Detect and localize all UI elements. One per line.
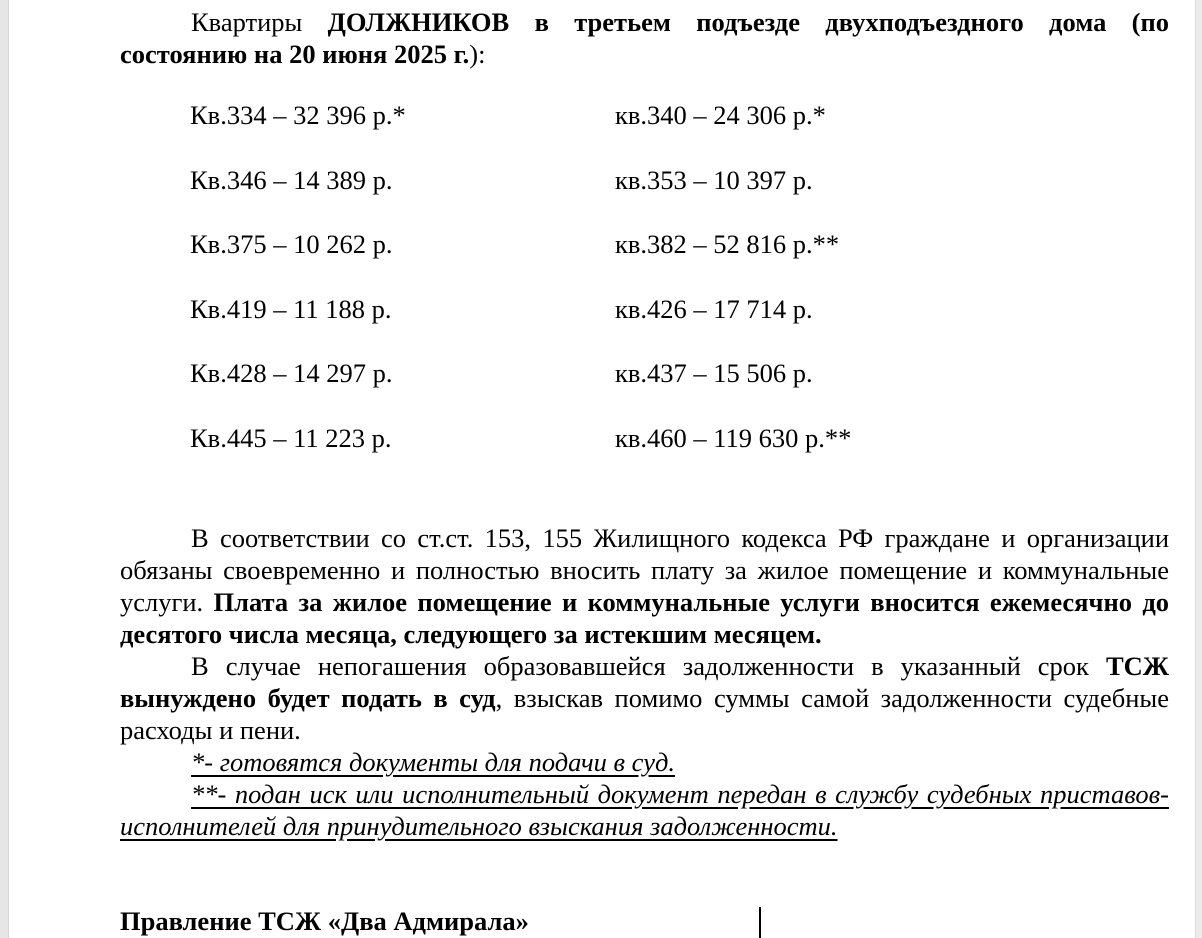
paragraph-court-warning	[120, 650, 1169, 746]
debtor-row	[190, 423, 1090, 488]
debtor-row	[190, 358, 1090, 423]
note-one-star	[120, 746, 1169, 778]
debtor-entry-right: кв.382 – 52 816 р.**	[615, 229, 840, 259]
page-right-edge	[1195, 0, 1202, 938]
debtor-entry-left: Кв.428 – 14 297 р.	[190, 358, 393, 388]
note-two-star	[120, 778, 1169, 842]
intro-text-1: Квартиры	[191, 7, 328, 37]
paragraph-housing-code	[120, 522, 1169, 650]
paragraph-housing-code-text: В соответствии со ст.ст. 153, 155 Жилищного кодекса РФ граждане и организации обязаны своевременно и полностью вносить плату за жилое помещение и коммунальные услуги.	[120, 523, 1169, 617]
debtor-row	[190, 100, 1090, 165]
debtor-entry-right: кв.353 – 10 397 р.	[615, 164, 813, 195]
debtor-row	[190, 229, 1090, 294]
debtor-entry-left: Кв.346 – 14 389 р.	[190, 164, 393, 195]
debtor-entry-left: Кв.334 – 32 396 р.*	[190, 100, 406, 130]
debtor-entry-right: кв.437 – 15 506 р.	[615, 358, 813, 388]
signature: Правление ТСЖ «Два Адмирала»	[120, 906, 529, 936]
debtors-list	[190, 100, 1090, 487]
note-two-star-text: **- подан иск или исполнительный документ передан в службу судебных приставов-исполнителей для принудительного взыскания задолженности.	[120, 779, 1169, 841]
note-one-star-text: *- готовятся документы для подачи в суд.	[191, 747, 675, 777]
text-cursor	[759, 907, 761, 938]
debtor-row	[190, 165, 1090, 230]
body-text	[120, 522, 1169, 842]
intro-text-bold: в третьем подъезде двухподъездного дома (по состоянию на 20 июня 2025 г.	[120, 7, 1169, 69]
paragraph-housing-code-bold: Плата за жилое помещение и коммунальные услуги вносится ежемесячно до десятого числа месяца, следующего за истекшим месяцем.	[120, 587, 1169, 649]
debtor-entry-right: кв.426 – 17 714 р.	[615, 293, 813, 324]
intro-heading	[120, 6, 1169, 70]
debtor-entry-left: Кв.375 – 10 262 р.	[190, 229, 393, 259]
paragraph-court-bold: ТСЖ вынуждено будет подать в суд	[120, 651, 1169, 713]
debtor-entry-right: кв.340 – 24 306 р.*	[615, 100, 826, 130]
debtor-entry-left: Кв.419 – 11 188 р.	[190, 293, 392, 324]
page-left-edge	[0, 0, 9, 938]
paragraph-court-text-2: , взыскав помимо суммы самой задолженности судебные расходы и пени.	[120, 683, 1170, 745]
debtor-row	[190, 294, 1090, 359]
intro-text-end: ):	[469, 39, 486, 69]
debtor-entry-left: Кв.445 – 11 223 р.	[190, 422, 392, 453]
intro-debtors-word: ДОЛЖНИКОВ	[327, 7, 510, 37]
paragraph-court-text-1: В случае непогашения образовавшейся задолженности в указанный срок	[191, 651, 1106, 681]
debtor-entry-right: кв.460 – 119 630 р.**	[615, 422, 852, 453]
document-page	[120, 6, 1169, 70]
